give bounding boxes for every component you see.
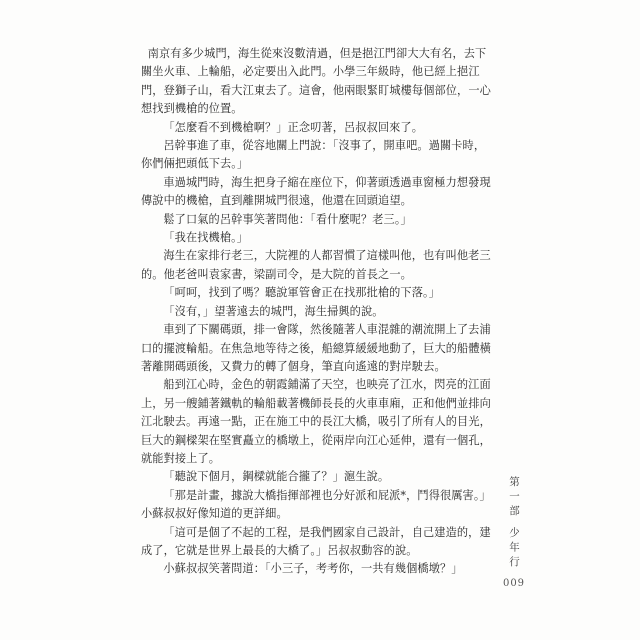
part-label: 第一部 bbox=[508, 476, 520, 520]
paragraph: 南京有多少城門，海生從來沒數清過，但是挹江門卻大大有名，去下關坐火車、上輪船，必定要出入此門。小學三年級時，他已經上挹江門，登獅子山，看大江東去了。這會，他兩眼緊盯城樓每個部位，一心想找到機槍的位置。 bbox=[141, 47, 491, 116]
paragraph: 「我在找機槍。」 bbox=[163, 231, 249, 245]
paragraph: 「沒有，」望著遠去的城門，海生掃興的說。 bbox=[163, 304, 384, 318]
paragraph: 「這可是個了不起的工程，是我們國家自己設計，自己建造的，建成了，它就是世界上最長的大橋了。」呂叔叔動容的說。 bbox=[141, 525, 491, 557]
paragraph: 船到江心時，金色的朝霞鋪滿了天空，也映亮了江水，閃亮的江面上，另一艘鋪著鐵軌的輪船載著機師長長的火車車廂，正和他們並排向江北駛去。再遠一點，正在施工中的長江大橋，吸引了所有人的目光，巨大的鋼樑架在堅實矗立的橋墩上，從兩岸向江心延伸，還有一個孔，就能對接上了。 bbox=[141, 378, 491, 465]
page-number: 009 bbox=[502, 578, 526, 589]
paragraph: 小蘇叔叔笑著問道：「小三子，考考你，一共有幾個橋墩？」 bbox=[163, 562, 463, 576]
paragraph: 鬆了口氣的呂幹事笑著問他：「看什麼呢？老三。」 bbox=[163, 212, 412, 226]
section-label: 少年行 bbox=[508, 526, 520, 571]
paragraph: 「怎麼看不到機槍啊？」正念叨著，呂叔叔回來了。 bbox=[163, 120, 424, 134]
paragraph: 呂幹事進了車，從容地關上門說：「沒事了，開車吧。過關卡時，你們倆把頭低下去。」 bbox=[141, 139, 486, 171]
paragraph: 海生在家排行老三，大院裡的人都習慣了這樣叫他，也有叫他老三的。他老爸叫袁家書，梁副司令，是大院的首長之一。 bbox=[141, 249, 491, 281]
body-text bbox=[141, 45, 496, 579]
paragraph: 車過城門時，海生把身子縮在座位下，仰著頭透過車窗極力想發現傳說中的機槍，直到離開城門很遠，他還在回頭追望。 bbox=[141, 175, 491, 208]
paragraph: 車到了下關碼頭，排一會隊，然後隨著人車混雜的潮流開上了去浦口的擺渡輪船。在焦急地等待之後，船總算緩緩地動了，巨大的船體橫著離開碼頭後，又費力的轉了個身，筆直向遙遠的對岸駛去。 bbox=[141, 323, 491, 373]
paragraph: 「呵呵，找到了嗎？聽說軍管會正在找那批槍的下落。」 bbox=[163, 286, 440, 300]
paragraph: 「那是計畫，據說大橋指揮部裡也分好派和屁派*，鬥得很厲害。」小蘇叔叔好像知道的更詳細。 bbox=[141, 488, 491, 521]
running-header-vertical bbox=[506, 476, 522, 570]
paragraph: 「聽說下個月，鋼樑就能合攏了？」滬生說。 bbox=[163, 470, 390, 484]
